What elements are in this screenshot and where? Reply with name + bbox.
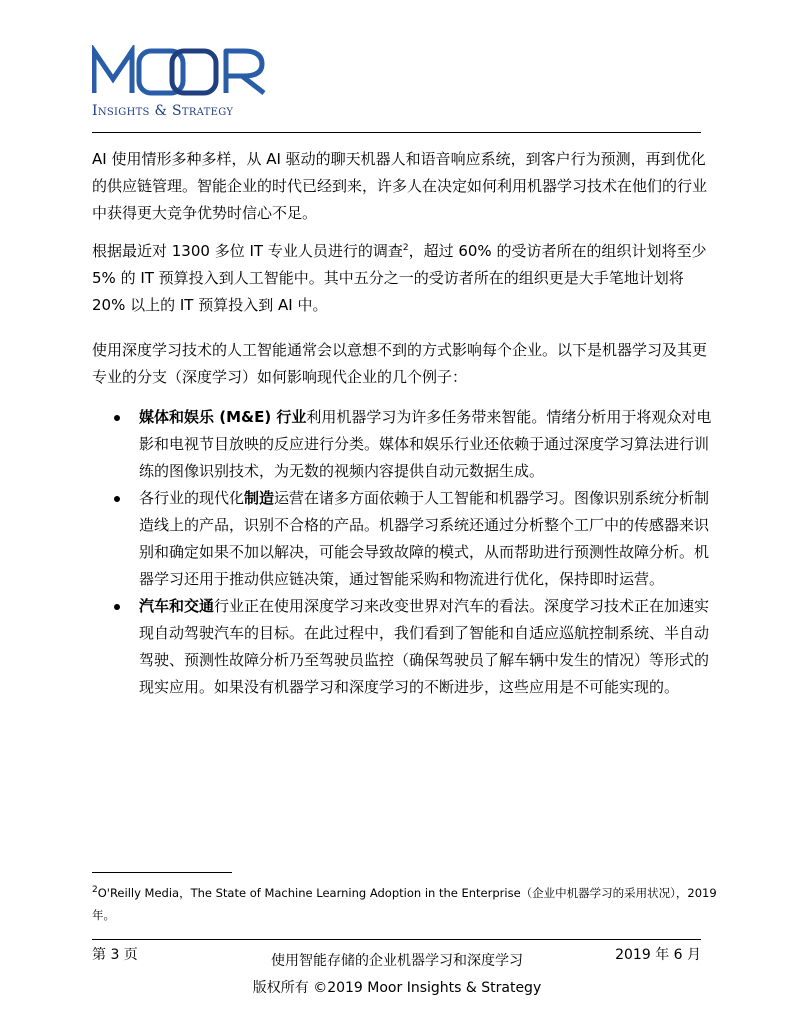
paragraph-text: 根据最近对 1300 多位 IT 专业人员进行的调查 xyxy=(92,242,403,260)
logo-o-right xyxy=(172,51,216,93)
footnote-text: O'Reilly Media，The State of Machine Learning Adoption in the Enterprise（企业中机器学习的采用状况），2019 年。 xyxy=(92,886,717,922)
document-title: 使用智能存储的企业机器学习和深度学习 xyxy=(271,953,523,969)
logo-tagline: Insights & Strategy xyxy=(92,103,234,119)
copyright: 版权所有 ©2019 Moor Insights & Strategy xyxy=(252,980,542,996)
bullet-icon xyxy=(114,496,120,502)
examples-list xyxy=(112,404,712,701)
paragraph-text: AI 使用情形多种多样，从 AI 驱动的聊天机器人和语音响应系统，到客户行为预测，再到优化的供应链管理。智能企业的时代已经到来，许多人在决定如何利用机器学习技术在他们的行业中获得更大竞争优势时信心不足。 xyxy=(92,150,708,222)
footnote-reference[interactable]: 2 xyxy=(402,243,409,253)
footnote-divider xyxy=(92,872,232,873)
paragraph-deep-learning-intro xyxy=(92,337,712,391)
paragraph-ai-use-cases xyxy=(92,146,712,227)
page-number: 第 3 页 xyxy=(92,947,138,963)
bullet-heading: 媒体和娱乐 (M&E) 行业 xyxy=(139,408,307,426)
bullet-icon xyxy=(114,604,120,610)
moor-logo xyxy=(92,45,282,125)
logo-r xyxy=(226,51,264,93)
logo-m xyxy=(94,51,132,93)
paragraph-text: ，超过 60% 的受访者所在的组织计划将至少 5% 的 IT 预算投入到人工智能中。其中五分之一的受访者所在的组织更是大手笔地计划将 20% 以上的 IT 预算投入到 AI 中。 xyxy=(92,242,707,314)
footer-divider xyxy=(92,939,701,940)
list-item: 各行业的现代化制造运营在诸多方面依赖于人工智能和机器学习。图像识别系统分析制造线上的产品，识别不合格的产品。机器学习系统还通过分析整个工厂中的传感器来识别和确定如果不加以解决，可能会导致故障的模式，从而帮助进行预测性故障分析。机器学习还用于推动供应链决策，通过智能采购和物流进行优化，保持即时运营。 xyxy=(112,485,712,593)
publication-date: 2019 年 6 月 xyxy=(615,947,701,963)
bullet-heading: 汽车和交通 xyxy=(139,597,215,615)
paragraph-text: 使用深度学习技术的人工智能通常会以意想不到的方式影响每个企业。以下是机器学习及其更专业的分支（深度学习）如何影响现代企业的几个例子： xyxy=(92,341,708,386)
footnote xyxy=(92,882,722,926)
logo-o-left xyxy=(139,51,183,93)
list-item: 媒体和娱乐 (M&E) 行业利用机器学习为许多任务带来智能。情绪分析用于将观众对电影和电视节目放映的反应进行分类。媒体和娱乐行业还依赖于通过深度学习算法进行训练的图像识别技术，为无数的视频内容提供自动元数据生成。 xyxy=(112,404,712,485)
list-item: 汽车和交通行业正在使用深度学习来改变世界对汽车的看法。深度学习技术正在加速实现自动驾驶汽车的目标。在此过程中，我们看到了智能和自适应巡航控制系统、半自动驾驶、预测性故障分析乃至驾驶员监控（确保驾驶员了解车辆中发生的情况）等形式的现实应用。如果没有机器学习和深度学习的不断进步，这些应用是不可能实现的。 xyxy=(112,593,712,701)
bullet-icon xyxy=(114,415,120,421)
footer-center xyxy=(192,948,602,1002)
paragraph-survey xyxy=(92,238,712,319)
header-divider xyxy=(92,132,701,133)
bullet-heading: 制造 xyxy=(244,489,275,507)
footnote-number: 2 xyxy=(92,885,98,895)
